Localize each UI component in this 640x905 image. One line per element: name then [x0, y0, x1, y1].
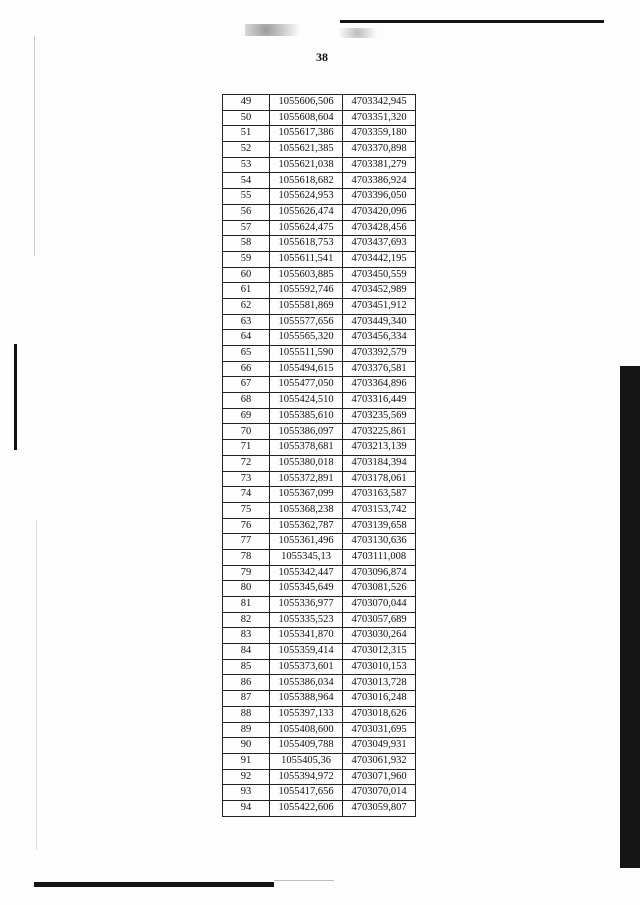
point-number: 90	[223, 738, 270, 754]
y-coordinate: 4703376,581	[343, 361, 416, 377]
table-row	[223, 236, 416, 252]
y-coordinate: 4703386,924	[343, 173, 416, 189]
page-number: 38	[316, 50, 328, 64]
point-number: 62	[223, 298, 270, 314]
table-row	[223, 267, 416, 283]
table-row	[223, 440, 416, 456]
scan-edge-shadow	[620, 366, 640, 868]
x-coordinate: 1055617,386	[270, 126, 343, 142]
table-row	[223, 157, 416, 173]
x-coordinate: 1055367,099	[270, 487, 343, 503]
y-coordinate: 4703139,658	[343, 518, 416, 534]
x-coordinate: 1055362,787	[270, 518, 343, 534]
y-coordinate: 4703061,932	[343, 753, 416, 769]
scan-margin-line	[36, 520, 37, 850]
table-row	[223, 706, 416, 722]
point-number: 83	[223, 628, 270, 644]
y-coordinate: 4703316,449	[343, 393, 416, 409]
y-coordinate: 4703071,960	[343, 769, 416, 785]
point-number: 84	[223, 644, 270, 660]
y-coordinate: 4703451,912	[343, 298, 416, 314]
y-coordinate: 4703096,874	[343, 565, 416, 581]
point-number: 91	[223, 753, 270, 769]
x-coordinate: 1055345,649	[270, 581, 343, 597]
table-row	[223, 204, 416, 220]
table-row	[223, 298, 416, 314]
y-coordinate: 4703153,742	[343, 502, 416, 518]
x-coordinate: 1055494,615	[270, 361, 343, 377]
table-row	[223, 549, 416, 565]
x-coordinate: 1055368,238	[270, 502, 343, 518]
y-coordinate: 4703081,526	[343, 581, 416, 597]
x-coordinate: 1055621,385	[270, 142, 343, 158]
y-coordinate: 4703396,050	[343, 189, 416, 205]
coordinates-table-body	[223, 95, 416, 817]
point-number: 74	[223, 487, 270, 503]
y-coordinate: 4703130,636	[343, 534, 416, 550]
table-row	[223, 95, 416, 111]
y-coordinate: 4703450,559	[343, 267, 416, 283]
y-coordinate: 4703030,264	[343, 628, 416, 644]
x-coordinate: 1055624,475	[270, 220, 343, 236]
point-number: 77	[223, 534, 270, 550]
point-number: 53	[223, 157, 270, 173]
table-row	[223, 126, 416, 142]
x-coordinate: 1055372,891	[270, 471, 343, 487]
x-coordinate: 1055408,600	[270, 722, 343, 738]
y-coordinate: 4703178,061	[343, 471, 416, 487]
table-row	[223, 722, 416, 738]
point-number: 93	[223, 785, 270, 801]
table-row	[223, 769, 416, 785]
x-coordinate: 1055342,447	[270, 565, 343, 581]
x-coordinate: 1055618,682	[270, 173, 343, 189]
x-coordinate: 1055397,133	[270, 706, 343, 722]
y-coordinate: 4703420,096	[343, 204, 416, 220]
point-number: 51	[223, 126, 270, 142]
point-number: 64	[223, 330, 270, 346]
x-coordinate: 1055424,510	[270, 393, 343, 409]
x-coordinate: 1055341,870	[270, 628, 343, 644]
table-row	[223, 502, 416, 518]
y-coordinate: 4703428,456	[343, 220, 416, 236]
table-row	[223, 644, 416, 660]
table-row	[223, 534, 416, 550]
point-number: 81	[223, 597, 270, 613]
point-number: 82	[223, 612, 270, 628]
y-coordinate: 4703449,340	[343, 314, 416, 330]
y-coordinate: 4703392,579	[343, 346, 416, 362]
table-row	[223, 330, 416, 346]
point-number: 73	[223, 471, 270, 487]
scan-bottom-bar	[34, 882, 274, 887]
x-coordinate: 1055373,601	[270, 659, 343, 675]
table-row	[223, 173, 416, 189]
x-coordinate: 1055380,018	[270, 455, 343, 471]
scan-margin-line	[34, 36, 35, 256]
point-number: 63	[223, 314, 270, 330]
table-row	[223, 142, 416, 158]
point-number: 61	[223, 283, 270, 299]
table-row	[223, 361, 416, 377]
point-number: 50	[223, 110, 270, 126]
point-number: 79	[223, 565, 270, 581]
table-row	[223, 691, 416, 707]
point-number: 87	[223, 691, 270, 707]
x-coordinate: 1055405,36	[270, 753, 343, 769]
table-row	[223, 659, 416, 675]
point-number: 72	[223, 455, 270, 471]
scan-smudge	[330, 28, 385, 38]
point-number: 65	[223, 346, 270, 362]
x-coordinate: 1055581,869	[270, 298, 343, 314]
table-row	[223, 393, 416, 409]
table-row	[223, 675, 416, 691]
table-row	[223, 612, 416, 628]
x-coordinate: 1055606,506	[270, 95, 343, 111]
x-coordinate: 1055577,656	[270, 314, 343, 330]
x-coordinate: 1055592,746	[270, 283, 343, 299]
y-coordinate: 4703442,195	[343, 251, 416, 267]
x-coordinate: 1055359,414	[270, 644, 343, 660]
point-number: 66	[223, 361, 270, 377]
x-coordinate: 1055603,885	[270, 267, 343, 283]
x-coordinate: 1055477,050	[270, 377, 343, 393]
x-coordinate: 1055511,590	[270, 346, 343, 362]
table-row	[223, 408, 416, 424]
x-coordinate: 1055409,788	[270, 738, 343, 754]
table-row	[223, 800, 416, 816]
x-coordinate: 1055335,523	[270, 612, 343, 628]
table-row	[223, 753, 416, 769]
y-coordinate: 4703111,008	[343, 549, 416, 565]
y-coordinate: 4703235,569	[343, 408, 416, 424]
table-row	[223, 597, 416, 613]
y-coordinate: 4703437,693	[343, 236, 416, 252]
point-number: 88	[223, 706, 270, 722]
y-coordinate: 4703359,180	[343, 126, 416, 142]
table-row	[223, 518, 416, 534]
x-coordinate: 1055361,496	[270, 534, 343, 550]
y-coordinate: 4703049,931	[343, 738, 416, 754]
point-number: 69	[223, 408, 270, 424]
x-coordinate: 1055611,541	[270, 251, 343, 267]
table-row	[223, 487, 416, 503]
y-coordinate: 4703452,989	[343, 283, 416, 299]
x-coordinate: 1055618,753	[270, 236, 343, 252]
x-coordinate: 1055336,977	[270, 597, 343, 613]
point-number: 92	[223, 769, 270, 785]
point-number: 71	[223, 440, 270, 456]
point-number: 55	[223, 189, 270, 205]
table-row	[223, 346, 416, 362]
table-row	[223, 455, 416, 471]
point-number: 80	[223, 581, 270, 597]
point-number: 54	[223, 173, 270, 189]
table-row	[223, 377, 416, 393]
point-number: 76	[223, 518, 270, 534]
x-coordinate: 1055565,320	[270, 330, 343, 346]
point-number: 78	[223, 549, 270, 565]
table-row	[223, 251, 416, 267]
scan-smudge	[245, 24, 315, 36]
table-row	[223, 738, 416, 754]
point-number: 89	[223, 722, 270, 738]
x-coordinate: 1055608,604	[270, 110, 343, 126]
y-coordinate: 4703018,626	[343, 706, 416, 722]
x-coordinate: 1055388,964	[270, 691, 343, 707]
y-coordinate: 4703012,315	[343, 644, 416, 660]
point-number: 67	[223, 377, 270, 393]
point-number: 49	[223, 95, 270, 111]
y-coordinate: 4703057,689	[343, 612, 416, 628]
point-number: 57	[223, 220, 270, 236]
y-coordinate: 4703370,898	[343, 142, 416, 158]
table-row	[223, 314, 416, 330]
point-number: 52	[223, 142, 270, 158]
point-number: 59	[223, 251, 270, 267]
x-coordinate: 1055422,606	[270, 800, 343, 816]
point-number: 75	[223, 502, 270, 518]
point-number: 56	[223, 204, 270, 220]
table-row	[223, 628, 416, 644]
table-row	[223, 220, 416, 236]
scan-bottom-line	[274, 880, 334, 881]
y-coordinate: 4703070,014	[343, 785, 416, 801]
x-coordinate: 1055386,034	[270, 675, 343, 691]
point-number: 60	[223, 267, 270, 283]
table-row	[223, 581, 416, 597]
x-coordinate: 1055386,097	[270, 424, 343, 440]
y-coordinate: 4703184,394	[343, 455, 416, 471]
y-coordinate: 4703381,279	[343, 157, 416, 173]
x-coordinate: 1055385,610	[270, 408, 343, 424]
x-coordinate: 1055624,953	[270, 189, 343, 205]
table-row	[223, 785, 416, 801]
point-number: 70	[223, 424, 270, 440]
x-coordinate: 1055378,681	[270, 440, 343, 456]
y-coordinate: 4703059,807	[343, 800, 416, 816]
y-coordinate: 4703163,587	[343, 487, 416, 503]
x-coordinate: 1055417,656	[270, 785, 343, 801]
y-coordinate: 4703213,139	[343, 440, 416, 456]
point-number: 68	[223, 393, 270, 409]
x-coordinate: 1055621,038	[270, 157, 343, 173]
x-coordinate: 1055345,13	[270, 549, 343, 565]
point-number: 85	[223, 659, 270, 675]
y-coordinate: 4703351,320	[343, 110, 416, 126]
y-coordinate: 4703031,695	[343, 722, 416, 738]
table-row	[223, 565, 416, 581]
point-number: 58	[223, 236, 270, 252]
table-row	[223, 110, 416, 126]
coordinates-table	[222, 94, 416, 817]
table-row	[223, 283, 416, 299]
table-row	[223, 471, 416, 487]
y-coordinate: 4703456,334	[343, 330, 416, 346]
y-coordinate: 4703070,044	[343, 597, 416, 613]
point-number: 94	[223, 800, 270, 816]
x-coordinate: 1055626,474	[270, 204, 343, 220]
y-coordinate: 4703016,248	[343, 691, 416, 707]
point-number: 86	[223, 675, 270, 691]
header-rule	[340, 20, 604, 23]
x-coordinate: 1055394,972	[270, 769, 343, 785]
y-coordinate: 4703010,153	[343, 659, 416, 675]
table-row	[223, 189, 416, 205]
y-coordinate: 4703013,728	[343, 675, 416, 691]
table-row	[223, 424, 416, 440]
y-coordinate: 4703342,945	[343, 95, 416, 111]
scan-margin-bar	[14, 344, 17, 450]
y-coordinate: 4703364,896	[343, 377, 416, 393]
y-coordinate: 4703225,861	[343, 424, 416, 440]
